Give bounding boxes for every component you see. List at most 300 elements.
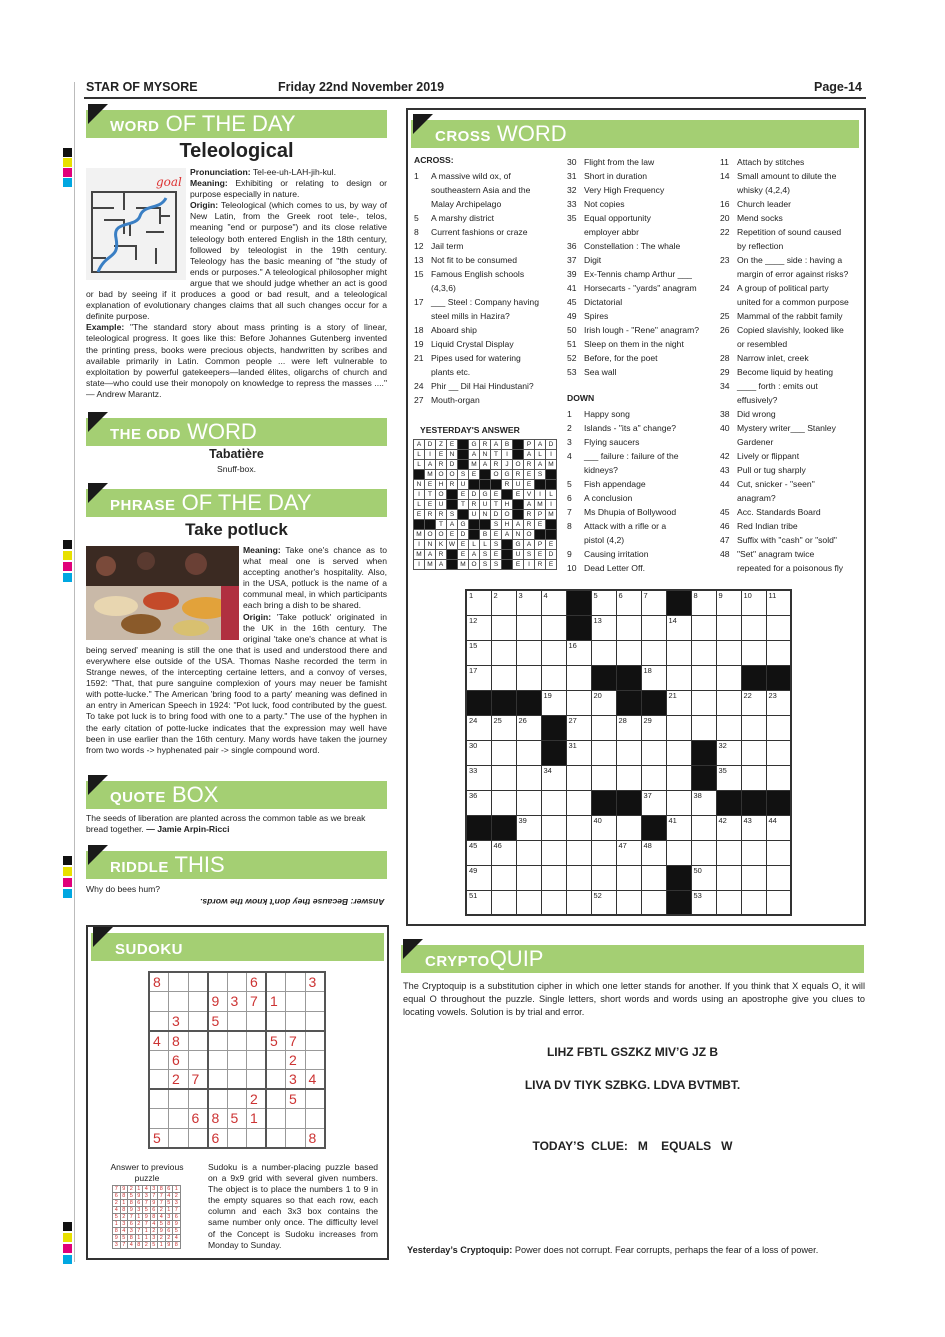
sudoku-cell[interactable] <box>149 1109 169 1129</box>
sudoku-answer-cell: 3 <box>173 1200 181 1207</box>
sudoku-given: 6 <box>208 1128 228 1148</box>
crossword-cell[interactable] <box>566 790 591 815</box>
crossword-cell[interactable]: 25 <box>491 715 516 740</box>
crossword-cell[interactable]: 15 <box>466 640 491 665</box>
clue-item: Gardener <box>737 437 774 447</box>
crossword-cell[interactable]: 16 <box>566 640 591 665</box>
crossword-cell[interactable] <box>516 615 541 640</box>
crossword-cell[interactable] <box>641 890 666 915</box>
crossword-grid[interactable] <box>465 589 792 916</box>
clue-item: whisky (4,2,4) <box>737 185 791 195</box>
answer-cell: L <box>414 460 425 470</box>
sudoku-cell[interactable] <box>169 1109 189 1129</box>
sudoku-cell[interactable] <box>305 1089 325 1109</box>
crossword-cell[interactable]: 18 <box>641 665 666 690</box>
crossword-cell[interactable] <box>641 865 666 890</box>
sudoku-cell[interactable] <box>188 1128 208 1148</box>
crossword-cell[interactable]: 31 <box>566 740 591 765</box>
sudoku-cell[interactable] <box>227 1089 247 1109</box>
clue-item: 40 Mystery writer___ Stanley <box>720 423 836 433</box>
answer-cell: J <box>502 460 513 470</box>
sudoku-cell[interactable] <box>227 1011 247 1031</box>
sudoku-answer-cell: 4 <box>128 1242 136 1249</box>
crossword-cell[interactable]: 4 <box>541 590 566 615</box>
answer-cell: A <box>491 440 502 450</box>
clue-item: 21 Pipes used for watering <box>414 353 521 363</box>
crossword-cell[interactable]: 52 <box>591 890 616 915</box>
crossword-cell[interactable] <box>591 865 616 890</box>
answer-cell: I <box>524 560 535 570</box>
crossword-cell[interactable]: 11 <box>766 590 791 615</box>
odd-word-banner: THE ODD WORD <box>86 418 387 446</box>
sudoku-cell[interactable] <box>227 1031 247 1051</box>
crossword-cell[interactable] <box>566 815 591 840</box>
answer-cell: M <box>425 470 436 480</box>
sudoku-cell[interactable] <box>305 1109 325 1129</box>
answer-cell: S <box>491 520 502 530</box>
crossword-cell[interactable] <box>491 865 516 890</box>
answer-cell: W <box>447 540 458 550</box>
crossword-cell[interactable] <box>666 640 691 665</box>
crossword-cell[interactable]: 47 <box>616 840 641 865</box>
clue-item: 51 Sleep on them in the night <box>567 339 684 349</box>
crossword-cell[interactable]: 24 <box>466 715 491 740</box>
crossword-cell[interactable]: 17 <box>466 665 491 690</box>
sudoku-cell[interactable] <box>169 992 189 1012</box>
crossword-cell[interactable] <box>516 740 541 765</box>
sudoku-cell[interactable] <box>286 1011 306 1031</box>
crossword-cell[interactable] <box>691 715 716 740</box>
clue-item: 10 Dead Letter Off. <box>567 563 645 573</box>
crossword-cell[interactable]: 38 <box>691 790 716 815</box>
crossword-cell[interactable] <box>591 765 616 790</box>
sudoku-cell[interactable] <box>169 1128 189 1148</box>
crossword-cell[interactable] <box>766 615 791 640</box>
sudoku-answer-cell: 7 <box>143 1221 151 1228</box>
answer-cell: R <box>535 560 546 570</box>
clue-item: 31 Short in duration <box>567 171 648 181</box>
sudoku-cell[interactable] <box>188 972 208 992</box>
crossword-cell[interactable] <box>491 890 516 915</box>
sudoku-answer-cell: 5 <box>120 1235 128 1242</box>
sudoku-cell[interactable] <box>266 972 286 992</box>
clue-item: 37 Digit <box>567 255 602 265</box>
sudoku-answer-cell: 6 <box>135 1200 143 1207</box>
answer-cell: L <box>535 450 546 460</box>
sudoku-cell[interactable] <box>247 1050 267 1070</box>
crossword-cell[interactable] <box>766 715 791 740</box>
answer-cell <box>502 540 513 550</box>
crossword-cell[interactable] <box>616 765 641 790</box>
crossword-cell[interactable] <box>741 840 766 865</box>
crossword-cell[interactable] <box>591 640 616 665</box>
answer-cell <box>491 480 502 490</box>
crossword-cell[interactable] <box>541 640 566 665</box>
crossword-cell[interactable]: 41 <box>666 815 691 840</box>
sudoku-cell[interactable] <box>149 1050 169 1070</box>
crossword-cell[interactable] <box>766 890 791 915</box>
crossword-cell[interactable] <box>666 665 691 690</box>
crossword-cell[interactable] <box>741 640 766 665</box>
crossword-cell[interactable]: 5 <box>591 590 616 615</box>
sudoku-cell[interactable] <box>208 1089 228 1109</box>
crossword-cell[interactable]: 28 <box>616 715 641 740</box>
sudoku-cell[interactable] <box>169 1089 189 1109</box>
crossword-cell[interactable]: 8 <box>691 590 716 615</box>
sudoku-cell[interactable] <box>305 1031 325 1051</box>
crossword-cell[interactable]: 9 <box>716 590 741 615</box>
sudoku-cell[interactable] <box>188 1089 208 1109</box>
crossword-cell[interactable]: 35 <box>716 765 741 790</box>
clue-item: 48 "Set" anagram twice <box>720 549 815 559</box>
crossword-cell[interactable]: 36 <box>466 790 491 815</box>
sudoku-answer-cell: 1 <box>158 1242 166 1249</box>
crossword-cell[interactable] <box>541 665 566 690</box>
crossword-cell[interactable]: 33 <box>466 765 491 790</box>
answer-cell <box>447 550 458 560</box>
answer-cell: P <box>535 540 546 550</box>
answer-cell: S <box>480 550 491 560</box>
crossword-cell[interactable] <box>641 615 666 640</box>
crossword-cell[interactable]: 42 <box>716 815 741 840</box>
crossword-cell[interactable] <box>491 790 516 815</box>
answer-cell: I <box>546 450 557 460</box>
crossword-cell[interactable] <box>541 615 566 640</box>
crossword-cell[interactable] <box>766 840 791 865</box>
sudoku-cell[interactable] <box>208 1031 228 1051</box>
crossword-cell[interactable]: 30 <box>466 740 491 765</box>
sudoku-cell[interactable] <box>149 1011 169 1031</box>
crossword-cell[interactable] <box>566 665 591 690</box>
crossword-cell[interactable] <box>591 740 616 765</box>
crossword-cell[interactable] <box>741 865 766 890</box>
crossword-cell[interactable] <box>541 865 566 890</box>
issue-date: Friday 22nd November 2019 <box>278 80 445 94</box>
sudoku-given: 2 <box>169 1070 189 1090</box>
sudoku-cell[interactable] <box>286 1128 306 1148</box>
sudoku-cell[interactable] <box>286 992 306 1012</box>
crossword-cell[interactable] <box>591 715 616 740</box>
crossword-cell[interactable]: 49 <box>466 865 491 890</box>
crossword-cell[interactable]: 6 <box>616 590 641 615</box>
answer-cell: O <box>436 530 447 540</box>
answer-cell <box>502 490 513 500</box>
sudoku-answer-cell: 3 <box>150 1186 158 1193</box>
answer-cell: E <box>491 530 502 540</box>
clue-item: 44 Cut, snicker - "seen" <box>720 479 815 489</box>
sudoku-cell[interactable] <box>188 1050 208 1070</box>
sudoku-answer-cell: 2 <box>113 1200 121 1207</box>
sudoku-cell[interactable] <box>305 992 325 1012</box>
crossword-cell[interactable] <box>516 640 541 665</box>
black-cell <box>466 690 491 715</box>
crossword-cell[interactable] <box>741 740 766 765</box>
odd-word-meaning: Snuff-box. <box>216 464 257 474</box>
crossword-cell[interactable] <box>716 640 741 665</box>
crossword-cell[interactable]: 48 <box>641 840 666 865</box>
crossword-cell[interactable] <box>666 765 691 790</box>
crossword-cell[interactable] <box>541 790 566 815</box>
crossword-cell[interactable] <box>616 815 641 840</box>
clue-item: 1 Happy song <box>567 409 630 419</box>
crossword-cell[interactable] <box>716 840 741 865</box>
answer-cell: E <box>513 560 524 570</box>
answer-cell: E <box>546 540 557 550</box>
crossword-cell[interactable] <box>541 890 566 915</box>
clue-item: 11 Attach by stitches <box>720 157 805 167</box>
sudoku-cell[interactable] <box>227 972 247 992</box>
sudoku-cell[interactable] <box>149 992 169 1012</box>
answer-cell: O <box>524 530 535 540</box>
sudoku-answer-cell: 3 <box>113 1242 121 1249</box>
crossword-cell[interactable]: 2 <box>491 590 516 615</box>
answer-cell: O <box>425 530 436 540</box>
crossword-cell[interactable] <box>541 815 566 840</box>
sudoku-cell[interactable] <box>188 1011 208 1031</box>
sudoku-given: 5 <box>286 1089 306 1109</box>
sudoku-answer-cell: 3 <box>120 1221 128 1228</box>
crossword-cell[interactable] <box>766 865 791 890</box>
crossword-cell[interactable]: 51 <box>466 890 491 915</box>
crossword-cell[interactable] <box>691 690 716 715</box>
answer-cell: G <box>480 490 491 500</box>
crossword-cell[interactable]: 40 <box>591 815 616 840</box>
crossword-cell[interactable] <box>691 665 716 690</box>
sudoku-answer-cell: 8 <box>165 1221 173 1228</box>
crossword-cell[interactable] <box>641 765 666 790</box>
crossword-cell[interactable] <box>516 665 541 690</box>
crossword-cell[interactable] <box>666 740 691 765</box>
sudoku-answer-cell: 1 <box>143 1228 151 1235</box>
sudoku-answer-cell: 8 <box>120 1207 128 1214</box>
crossword-cell[interactable]: 53 <box>691 890 716 915</box>
crossword-cell[interactable] <box>691 840 716 865</box>
answer-cell: M <box>535 500 546 510</box>
crossword-cell[interactable] <box>491 640 516 665</box>
sudoku-cell[interactable] <box>286 972 306 992</box>
crossword-cell[interactable]: 29 <box>641 715 666 740</box>
crossword-cell[interactable]: 7 <box>641 590 666 615</box>
sudoku-cell[interactable] <box>247 1070 267 1090</box>
sudoku-cell[interactable] <box>266 1011 286 1031</box>
sudoku-cell[interactable] <box>266 1089 286 1109</box>
crossword-cell[interactable] <box>516 865 541 890</box>
left-margin-rule <box>74 82 75 1262</box>
answer-cell: E <box>546 560 557 570</box>
crossword-cell[interactable] <box>616 890 641 915</box>
crossword-cell[interactable]: 21 <box>666 690 691 715</box>
sudoku-answer-cell: 8 <box>120 1193 128 1200</box>
sudoku-cell[interactable] <box>149 1089 169 1109</box>
crossword-cell[interactable] <box>541 840 566 865</box>
sudoku-cell[interactable] <box>227 1070 247 1090</box>
sudoku-cell[interactable] <box>266 1070 286 1090</box>
crossword-cell[interactable]: 26 <box>516 715 541 740</box>
header-rule <box>84 97 866 99</box>
crossword-cell[interactable]: 10 <box>741 590 766 615</box>
clue-item: repeated for a poisonous fly <box>737 563 844 573</box>
answer-cell <box>458 440 469 450</box>
sudoku-cell[interactable] <box>266 1128 286 1148</box>
answer-cell: R <box>524 520 535 530</box>
crossword-cell[interactable]: 46 <box>491 840 516 865</box>
crossword-cell[interactable] <box>766 765 791 790</box>
sudoku-cell[interactable] <box>286 1109 306 1129</box>
crossword-banner: CROSS WORD <box>411 120 859 148</box>
crossword-cell[interactable] <box>691 640 716 665</box>
sudoku-cell[interactable] <box>208 1050 228 1070</box>
crossword-cell[interactable] <box>516 890 541 915</box>
crossword-cell[interactable] <box>716 715 741 740</box>
crossword-cell[interactable] <box>566 865 591 890</box>
crossword-cell[interactable]: 23 <box>766 690 791 715</box>
sudoku-answer-cell: 8 <box>113 1228 121 1235</box>
crossword-cell[interactable]: 37 <box>641 790 666 815</box>
crossword-cell[interactable]: 39 <box>516 815 541 840</box>
sudoku-cell[interactable] <box>305 1011 325 1031</box>
black-cell <box>666 865 691 890</box>
sudoku-cell[interactable] <box>266 1050 286 1070</box>
sudoku-given: 1 <box>266 992 286 1012</box>
crossword-cell[interactable] <box>516 790 541 815</box>
crossword-cell[interactable]: 14 <box>666 615 691 640</box>
crossword-cell[interactable]: 44 <box>766 815 791 840</box>
crossword-cell[interactable] <box>691 815 716 840</box>
crossword-cell[interactable] <box>566 765 591 790</box>
crossword-cell[interactable] <box>666 840 691 865</box>
sudoku-cell[interactable] <box>266 1109 286 1129</box>
sudoku-cell[interactable] <box>149 1070 169 1090</box>
crossword-cell[interactable] <box>741 890 766 915</box>
sudoku-cell[interactable] <box>227 1050 247 1070</box>
crossword-cell[interactable]: 1 <box>466 590 491 615</box>
word-title: Teleological <box>179 140 294 162</box>
crossword-cell[interactable] <box>491 665 516 690</box>
crossword-cell[interactable] <box>741 615 766 640</box>
crossword-cell[interactable] <box>516 840 541 865</box>
crossword-cell[interactable]: 12 <box>466 615 491 640</box>
sudoku-answer-cell: 2 <box>158 1235 166 1242</box>
crossword-cell[interactable] <box>716 665 741 690</box>
crossword-cell[interactable] <box>491 765 516 790</box>
crossword-cell[interactable]: 43 <box>741 815 766 840</box>
crossword-cell[interactable]: 27 <box>566 715 591 740</box>
crossword-cell[interactable] <box>566 840 591 865</box>
crossword-cell[interactable] <box>616 865 641 890</box>
crossword-cell[interactable]: 13 <box>591 615 616 640</box>
sudoku-cell[interactable] <box>188 1031 208 1051</box>
crossword-cell[interactable] <box>741 765 766 790</box>
answer-cell <box>513 500 524 510</box>
answer-cell: R <box>502 480 513 490</box>
crossword-cell[interactable] <box>566 890 591 915</box>
sudoku-answer-cell: 9 <box>120 1186 128 1193</box>
sudoku-cell[interactable] <box>188 992 208 1012</box>
sudoku-answer-cell: 2 <box>120 1214 128 1221</box>
crossword-cell[interactable]: 50 <box>691 865 716 890</box>
crossword-cell[interactable] <box>641 740 666 765</box>
answer-cell: D <box>425 440 436 450</box>
clue-item: 14 Small amount to dilute the <box>720 171 837 181</box>
crossword-cell[interactable]: 45 <box>466 840 491 865</box>
word-of-day-text: Pronunciation: Tel-ee-uh-LAH-jih-kul. Meaning: Exhibiting or relating to design or purpose especially in nature. Origin: Teleological (which comes to us, by way of New Latin, from the Greek root tele-, telos, meaning "end or purpose") and its close relative teleology both entered English in the 18th century, followed by teleologist in the 19th century. Teleology has the basic meaning of "the study of ends or purposes." A teleological philosopher might argue that we should judge whether an act is good or bad by seeing if it produces a good or bad result, and a teleological explanation of evolutionary changes claims that all such changes occur for a definite purpose. Example: "The standard story about mass printing is a story of linear, teleological progress. It goes like this: Before Johannes Gutenberg invented the printing press, books were precious objects, handwritten by scribes and available primarily in Latin. Common people ... were left vulnerable to exploitation by powerful gatekeepers—landed élites, oligarchs of church and state—who could use their monopoly on knowledge to repress the masses ...." — Andrew Marantz. <box>86 167 387 399</box>
black-cell <box>741 790 766 815</box>
answer-cell: B <box>480 530 491 540</box>
sudoku-cell[interactable] <box>227 1128 247 1148</box>
crossword-cell[interactable] <box>766 740 791 765</box>
crossword-cell[interactable] <box>491 615 516 640</box>
sudoku-answer-cell: 9 <box>150 1200 158 1207</box>
crossword-cell[interactable] <box>616 640 641 665</box>
answer-cell: M <box>414 530 425 540</box>
sudoku-cell[interactable] <box>247 1031 267 1051</box>
crossword-cell[interactable] <box>566 690 591 715</box>
sudoku-cell[interactable] <box>305 1050 325 1070</box>
crossword-cell[interactable]: 19 <box>541 690 566 715</box>
sudoku-description: Sudoku is a number-placing puzzle based on a 9x9 grid with several given numbers. The object is to place the numbers 1 to 9 in the empty squares so that each row, each column and each 3x3 box contains the same number only once. The difficulty level of the Concept is Sudoku increases from Monday to Sunday. <box>208 1162 378 1250</box>
sudoku-answer-cell: 8 <box>150 1214 158 1221</box>
answer-cell: E <box>491 490 502 500</box>
crossword-cell[interactable] <box>591 840 616 865</box>
sudoku-cell[interactable] <box>208 1070 228 1090</box>
sudoku-cell[interactable] <box>247 1011 267 1031</box>
crossword-cell[interactable] <box>516 765 541 790</box>
clue-item: 3 Flying saucers <box>567 437 640 447</box>
clue-item: pistol (4,2) <box>584 535 625 545</box>
sudoku-cell[interactable] <box>169 972 189 992</box>
crossword-cell[interactable]: 32 <box>716 740 741 765</box>
crossword-cell[interactable]: 22 <box>741 690 766 715</box>
answer-cell: O <box>469 560 480 570</box>
cryptoquip-yesterday: Yesterday’s Cryptoquip: Power does not corrupt. Fear corrupts, perhaps the fear of a loss of power. <box>407 1245 819 1255</box>
clue-item: 22 Repetition of sound caused <box>720 227 842 237</box>
sudoku-answer-cell: 4 <box>158 1214 166 1221</box>
crossword-cell[interactable] <box>666 715 691 740</box>
crossword-cell[interactable] <box>716 690 741 715</box>
crossword-cell[interactable] <box>766 640 791 665</box>
crossword-cell[interactable] <box>716 890 741 915</box>
clue-item: 47 Suffix with "cash" or "sold" <box>720 535 837 545</box>
word-of-day-banner: WORD OF THE DAY <box>86 110 387 138</box>
sudoku-cell[interactable] <box>247 1128 267 1148</box>
crossword-cell[interactable] <box>691 615 716 640</box>
crossword-cell[interactable] <box>616 740 641 765</box>
sudoku-cell[interactable] <box>208 972 228 992</box>
crossword-cell[interactable]: 3 <box>516 590 541 615</box>
crossword-cell[interactable] <box>716 865 741 890</box>
sudoku-answer-cell: 4 <box>143 1186 151 1193</box>
crossword-cell[interactable] <box>641 640 666 665</box>
answer-cell: G <box>513 540 524 550</box>
clue-item: 32 Very High Frequency <box>567 185 665 195</box>
crossword-cell[interactable] <box>616 615 641 640</box>
crossword-cell[interactable] <box>716 615 741 640</box>
sudoku-given: 3 <box>286 1070 306 1090</box>
answer-cell: I <box>535 490 546 500</box>
answer-cell: E <box>491 550 502 560</box>
crossword-cell[interactable]: 34 <box>541 765 566 790</box>
clue-item: 28 Narrow inlet, creek <box>720 353 809 363</box>
crossword-cell[interactable] <box>491 740 516 765</box>
answer-cell: S <box>480 560 491 570</box>
answer-cell: I <box>502 450 513 460</box>
crossword-cell[interactable] <box>666 790 691 815</box>
crossword-cell[interactable] <box>741 715 766 740</box>
answer-cell <box>513 440 524 450</box>
sudoku-answer-cell: 3 <box>128 1228 136 1235</box>
crossword-cell[interactable]: 20 <box>591 690 616 715</box>
sudoku-given: 8 <box>169 1031 189 1051</box>
